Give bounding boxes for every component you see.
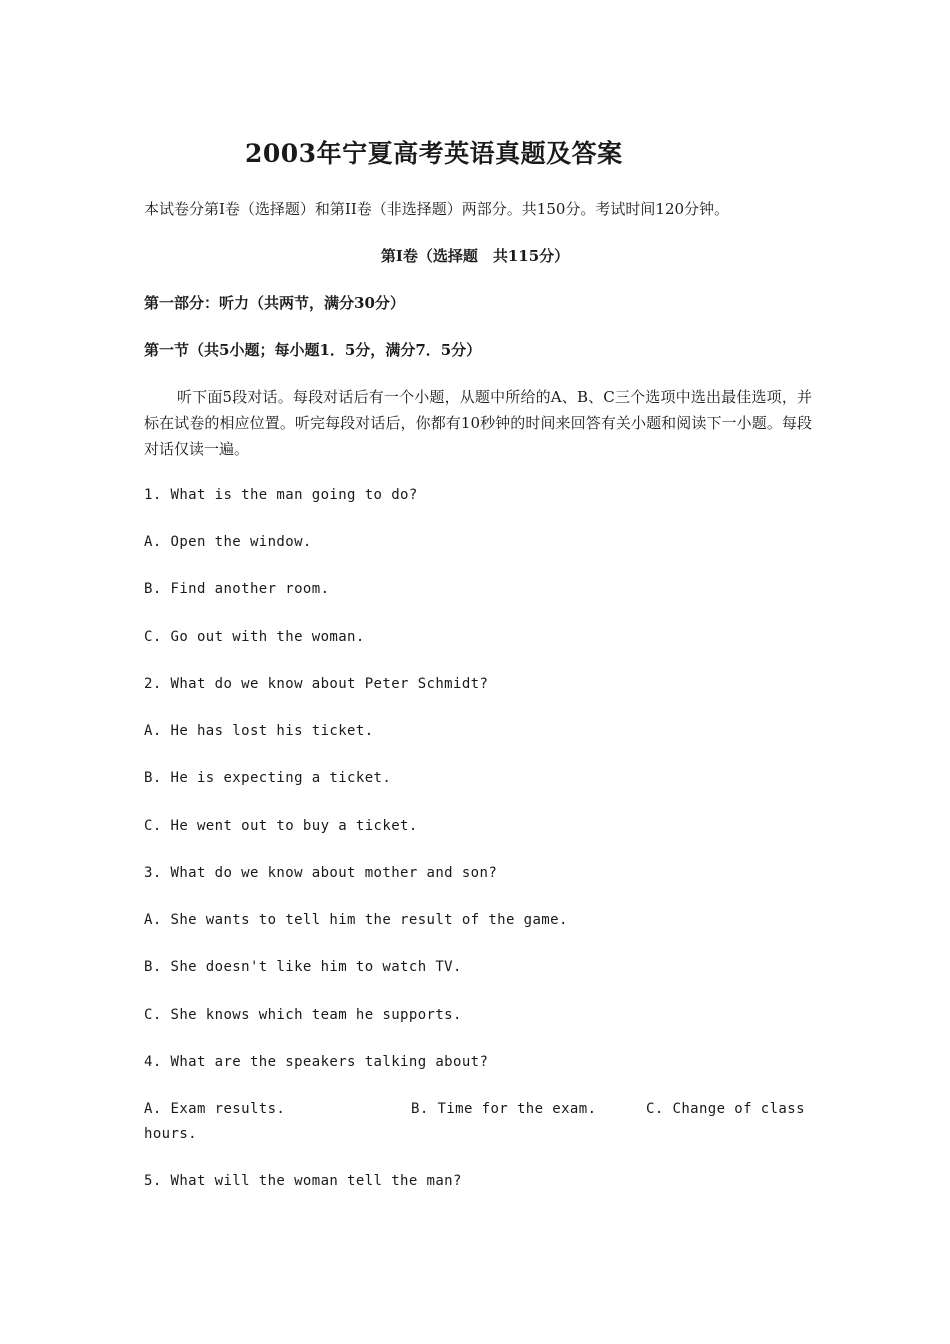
question-3-stem: 3. What do we know about mother and son? (144, 865, 498, 881)
document-title: 2003年宁夏高考英语真题及答案 (245, 139, 623, 168)
question-2-option-b: B. He is expecting a ticket. (144, 770, 392, 786)
listening-instructions: 听下面5段对话。每段对话后有一个小题，从题中所给的A、B、C三个选项中选出最佳选项，并标在试卷的相应位置。听完每段对话后，你都有10秒钟的时间来回答有关小题和阅读下一小题。每段对话仅读一遍。 (144, 388, 812, 458)
question-4-option-c: C. Change of class (646, 1101, 805, 1117)
question-4-option-b: B. Time for the exam. (411, 1101, 597, 1117)
question-3-option-a: A. She wants to tell him the result of the game. (144, 912, 568, 928)
question-3-option-b: B. She doesn't like him to watch TV. (144, 959, 462, 975)
question-4-options (144, 1097, 804, 1122)
question-5-stem: 5. What will the woman tell the man? (144, 1173, 462, 1189)
volume-heading: 第Ⅰ卷（选择题 共115分） (380, 247, 570, 265)
question-4-option-a: A. Exam results. (144, 1101, 286, 1117)
question-1-option-c: C. Go out with the woman. (144, 629, 365, 645)
question-2-option-a: A. He has lost his ticket. (144, 723, 374, 739)
question-1-stem: 1. What is the man going to do? (144, 487, 418, 503)
section-heading: 第一节（共5小题；每小题1．5分，满分7．5分） (144, 341, 482, 359)
question-2-option-c: C. He went out to buy a ticket. (144, 818, 418, 834)
exam-intro: 本试卷分第Ⅰ卷（选择题）和第II卷（非选择题）两部分。共150分。考试时间120分钟。 (144, 200, 730, 218)
question-1-option-a: A. Open the window. (144, 534, 312, 550)
question-4-stem: 4. What are the speakers talking about? (144, 1054, 489, 1070)
question-1-option-b: B. Find another room. (144, 581, 330, 597)
question-4-option-c-wrap: hours. (144, 1126, 197, 1142)
question-3-option-c: C. She knows which team he supports. (144, 1007, 462, 1023)
question-2-stem: 2. What do we know about Peter Schmidt? (144, 676, 489, 692)
part-heading: 第一部分：听力（共两节，满分30分） (144, 294, 405, 312)
